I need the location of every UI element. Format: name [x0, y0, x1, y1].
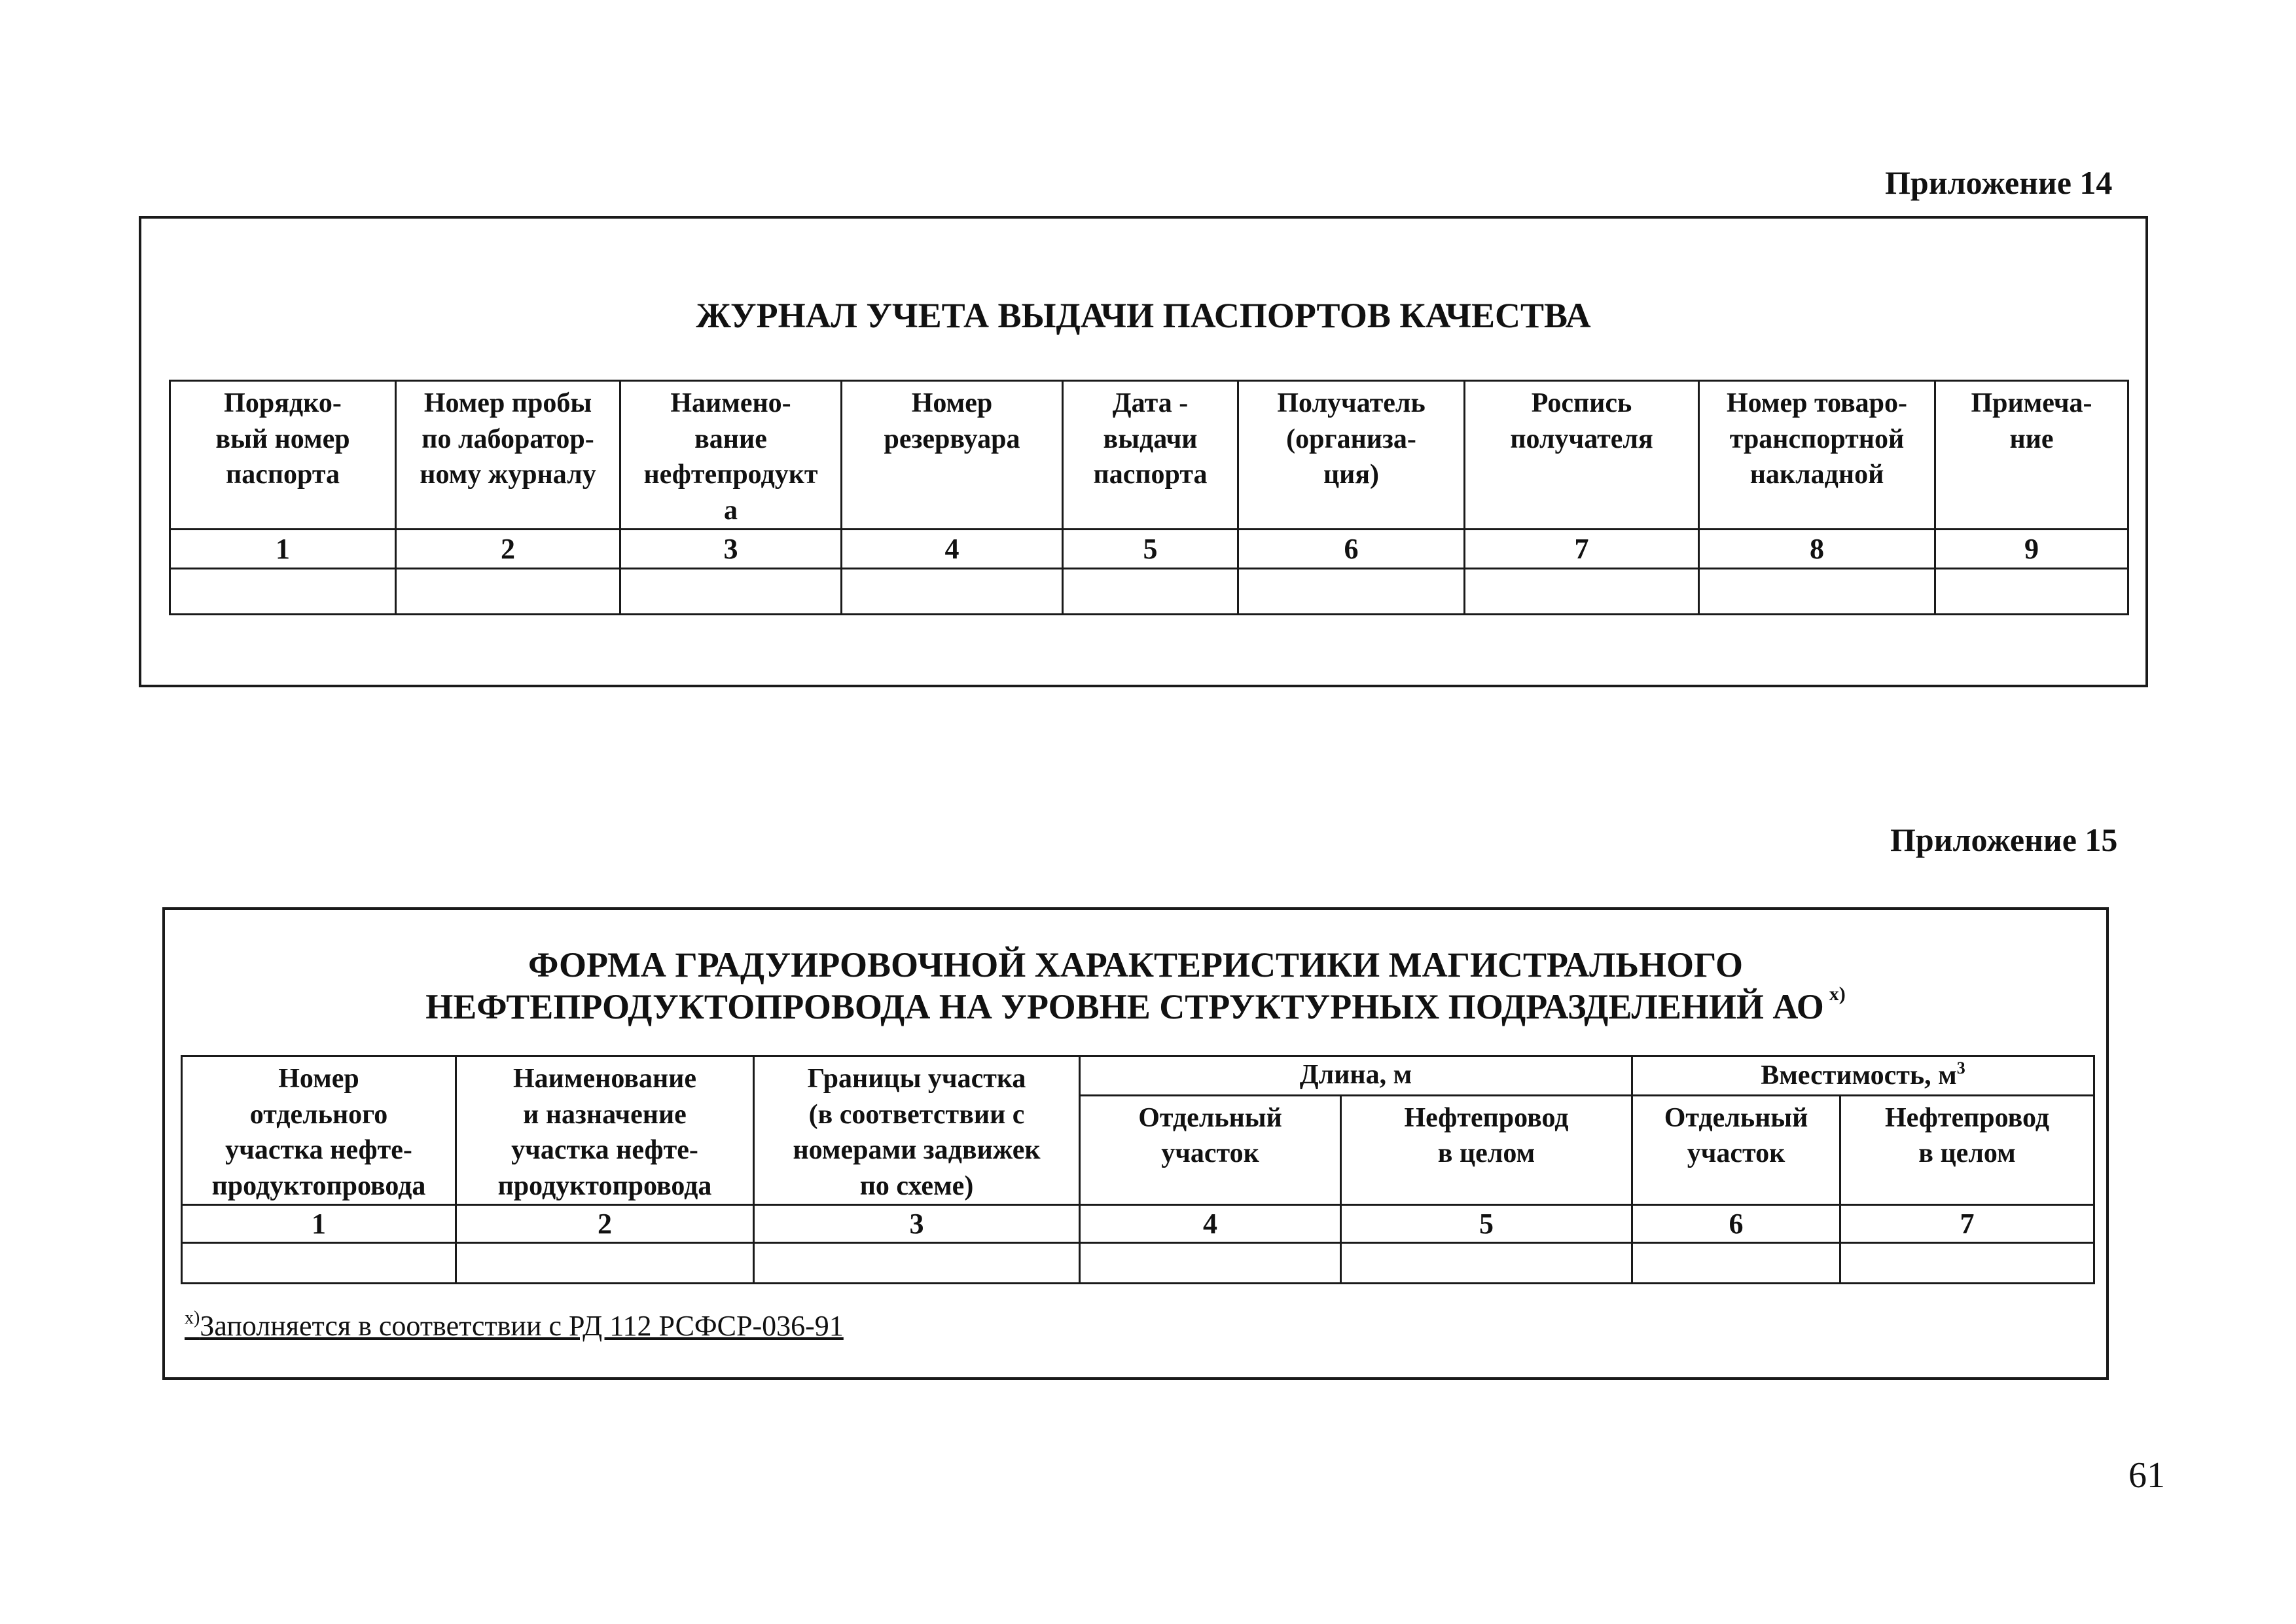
col-number: 3: [620, 530, 842, 569]
footnote-text: Заполняется в соответствии с РД 112 РСФСР-036-91: [200, 1310, 844, 1342]
col-header-passport-number: Порядко- вый номер паспорта: [170, 381, 396, 530]
col-number: 4: [842, 530, 1063, 569]
empty-cell: [620, 569, 842, 615]
col-header-signature: Роспись получателя: [1465, 381, 1699, 530]
empty-cell: [1840, 1243, 2094, 1284]
empty-cell: [456, 1243, 754, 1284]
col-number: 8: [1699, 530, 1935, 569]
col-header-length-whole: Нефтепровод в целом: [1341, 1095, 1632, 1205]
page-number: 61: [2128, 1455, 2165, 1496]
col-number: 6: [1238, 530, 1465, 569]
empty-cell: [1632, 1243, 1840, 1284]
cubic-superscript: 3: [1956, 1058, 1965, 1077]
col-number: 7: [1840, 1205, 2094, 1243]
appendix-15-label: Приложение 15: [1890, 821, 2118, 858]
col-header-sample-number: Номер пробы по лаборатор- ному журналу: [396, 381, 620, 530]
empty-cell: [1080, 1243, 1341, 1284]
col-number: 9: [1935, 530, 2128, 569]
empty-cell: [1238, 569, 1465, 615]
col-header-recipient: Получатель (организа- ция): [1238, 381, 1465, 530]
col-header-note: Примеча- ние: [1935, 381, 2128, 530]
footnote-mark: х): [185, 1308, 200, 1328]
empty-cell: [842, 569, 1063, 615]
empty-cell: [182, 1243, 456, 1284]
empty-cell: [1699, 569, 1935, 615]
table-row-empty: [170, 569, 2128, 615]
col-header-length-group: Длина, м: [1080, 1056, 1632, 1096]
empty-cell: [1465, 569, 1699, 615]
footnote: [185, 1308, 844, 1343]
journal-title: ЖУРНАЛ УЧЕТА ВЫДАЧИ ПАСПОРТОВ КАЧЕСТВА: [696, 296, 1591, 335]
empty-cell: [1935, 569, 2128, 615]
col-header-section-number: Номер отдельного участка нефте- продуктопровода: [182, 1056, 456, 1205]
title-footnote-mark: х): [1829, 983, 1846, 1005]
appendix-14-label: Приложение 14: [1885, 164, 2113, 201]
col-header-capacity-group: Вместимость, $м^3$: [1632, 1056, 2094, 1096]
empty-cell: [754, 1243, 1080, 1284]
col-header-section-bounds: Границы участка (в соответствии с номерами задвижек по схеме): [754, 1056, 1080, 1205]
col-header-section-name: Наименование и назначение участка нефте- продуктопровода: [456, 1056, 754, 1205]
col-number: 6: [1632, 1205, 1840, 1243]
col-number: 7: [1465, 530, 1699, 569]
calibration-table: [181, 1055, 2095, 1284]
col-header-capacity-separate: Отдельный участок: [1632, 1095, 1840, 1205]
col-number: 5: [1341, 1205, 1632, 1243]
table-row-empty: [182, 1243, 2094, 1284]
empty-cell: [1063, 569, 1238, 615]
col-number: 4: [1080, 1205, 1341, 1243]
col-header-tank-number: Номер резервуара: [842, 381, 1063, 530]
calibration-form-title: ФОРМА ГРАДУИРОВОЧНОЙ ХАРАКТЕРИСТИКИ МАГИСТРАЛЬНОГО НЕФТЕПРОДУКТОПРОВОДА НА УРОВНЕ СТРУКТУРНЫХ ПОДРАЗДЕЛЕНИЙ АО $^{х)}$: [425, 945, 1846, 1026]
col-header-capacity-whole: Нефтепровод в целом: [1840, 1095, 2094, 1205]
col-header-waybill-number: Номер товаро- транспортной накладной: [1699, 381, 1935, 530]
col-number: 2: [396, 530, 620, 569]
empty-cell: [1341, 1243, 1632, 1284]
empty-cell: [396, 569, 620, 615]
col-header-issue-date: Дата - выдачи паспорта: [1063, 381, 1238, 530]
col-number: 1: [182, 1205, 456, 1243]
col-header-product-name: Наимено- вание нефтепродукт а: [620, 381, 842, 530]
col-number: 2: [456, 1205, 754, 1243]
col-number: 3: [754, 1205, 1080, 1243]
empty-cell: [170, 569, 396, 615]
passport-journal-table: [169, 380, 2129, 615]
col-number: 1: [170, 530, 396, 569]
col-header-length-separate: Отдельный участок: [1080, 1095, 1341, 1205]
col-number: 5: [1063, 530, 1238, 569]
